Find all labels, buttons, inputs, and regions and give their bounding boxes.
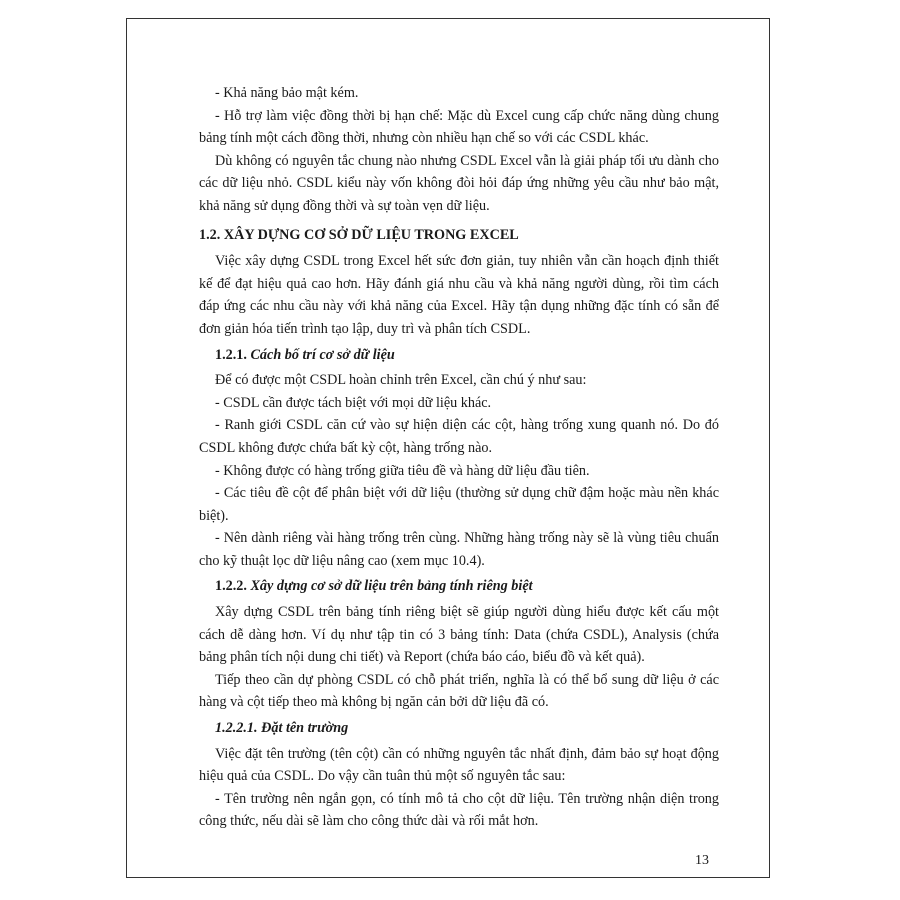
subsection-heading <box>199 344 719 367</box>
subsection-title: Cách bố trí cơ sở dữ liệu <box>250 346 395 363</box>
subsection-number: 1.2.2. <box>215 578 247 595</box>
paragraph: - CSDL cần được tách biệt với mọi dữ liệu khác. <box>215 394 492 411</box>
subsection-number: 1.2.1. <box>215 346 247 363</box>
subsection-heading <box>199 575 719 598</box>
page-content <box>199 82 719 833</box>
paragraph: Để có được một CSDL hoàn chỉnh trên Excel, cần chú ý như sau: <box>215 372 587 389</box>
paragraph: Xây dựng CSDL trên bảng tính riêng biệt sẽ giúp người dùng hiểu được kết cấu một cách dễ dàng hơn. Ví dụ như tập tin có 3 bảng tính: Data (chứa CSDL), Analysis (chứa bảng phân tích nội dung chi tiết) và Report (chứa báo cáo, biểu đồ và kết quả). <box>199 604 719 666</box>
subsection-title: Xây dựng cơ sở dữ liệu trên bảng tính riêng biệt <box>250 578 533 595</box>
section-heading: 1.2. XÂY DỰNG CƠ SỞ DỮ LIỆU TRONG EXCEL <box>199 226 519 243</box>
paragraph: - Không được có hàng trống giữa tiêu đề và hàng dữ liệu đầu tiên. <box>215 462 590 479</box>
paragraph: - Ranh giới CSDL căn cứ vào sự hiện diện các cột, hàng trống xung quanh nó. Do đó CSDL không được chứa bất kỳ cột, hàng trống nào. <box>199 417 719 456</box>
paragraph: - Nên dành riêng vài hàng trống trên cùng. Những hàng trống này sẽ là vùng tiêu chuẩn cho kỹ thuật lọc dữ liệu nâng cao (xem mục 10.4). <box>199 530 719 569</box>
page-number: 13 <box>695 853 709 868</box>
paragraph: Tiếp theo cần dự phòng CSDL có chỗ phát triển, nghĩa là có thể bổ sung dữ liệu ở các hàng và cột tiếp theo mà không bị ngăn cản bởi dữ liệu đã có. <box>199 671 719 711</box>
paragraph: - Hỗ trợ làm việc đồng thời bị hạn chế: Mặc dù Excel cung cấp chức năng dùng chung bảng tính một cách đồng thời, nhưng còn nhiều hạn chế so với các CSDL khác. <box>199 107 719 147</box>
paragraph: - Các tiêu đề cột để phân biệt với dữ liệu (thường sử dụng chữ đậm hoặc màu nền khác biệt). <box>199 485 719 524</box>
paragraph: Việc đặt tên trường (tên cột) cần có những nguyên tắc nhất định, đảm bảo sự hoạt động hiệu quả của CSDL. Do vậy cần tuân thủ một số nguyên tắc sau: <box>199 745 719 785</box>
paragraph: - Khả năng bảo mật kém. <box>215 85 359 101</box>
book-page <box>126 18 770 878</box>
paragraph: Việc xây dựng CSDL trong Excel hết sức đơn giản, tuy nhiên vẫn cần hoạch định thiết kế để đạt hiệu quả cao hơn. Hãy đánh giá nhu cầu và khả năng người dùng, rồi tìm cách đáp ứng các nhu cầu này với khả năng của Excel. Hãy tận dụng những đặc tính có sẵn để đơn giản hóa tiến trình tạo lập, duy trì và phân tích CSDL. <box>199 253 719 337</box>
paragraph: Dù không có nguyên tắc chung nào nhưng CSDL Excel vẫn là giải pháp tối ưu dành cho các dữ liệu nhỏ. CSDL kiểu này vốn không đòi hỏi đáp ứng những yêu cầu như bảo mật, khả năng sử dụng đồng thời và sự toàn vẹn dữ liệu. <box>199 152 719 214</box>
paragraph: - Tên trường nên ngắn gọn, có tính mô tả cho cột dữ liệu. Tên trường nhận diện trong công thức, nếu dài sẽ làm cho công thức dài và rối mắt hơn. <box>199 790 719 830</box>
subsubsection-heading: 1.2.2.1. Đặt tên trường <box>215 720 349 737</box>
